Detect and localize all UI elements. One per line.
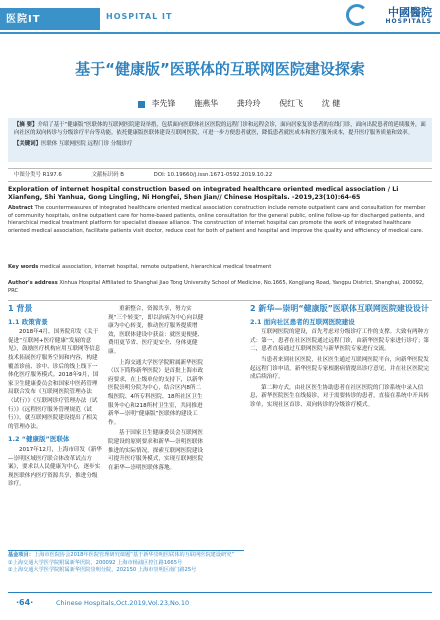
article-title: 基于“健康版”医联体的互联网医院建设探索 <box>75 60 365 78</box>
body-column-middle <box>108 305 204 474</box>
author: 施燕华 <box>194 99 219 108</box>
page-footer <box>0 590 440 620</box>
author: 沈 健 <box>321 99 341 108</box>
keywords-text: 医联体 互联网医院 远程门诊 分级诊疗 <box>40 141 133 147</box>
doc-code: 文献标识码 B <box>91 172 124 178</box>
paragraph: 2018年4月，国务院印发《关于促进“互联网+医疗健康”发展的意见》，鼓励医疗机构应用互联网等信息技术拓展医疗服务空间和内容，构建覆盖诊前、诊中、诊后的线上线下一体化医疗服务模式。2018年9月，国家卫生健康委员会和国家中医药管理局联合发布《互联网医院管理办法（试行）》《互联网诊疗管理办法（试行）》《远程医疗服务管理规范（试行）》，就互联网医院建设提出了相关的管理办法。 <box>8 329 101 430</box>
subsection-heading: 2.1 面向社区患者的互联网医院建设 <box>250 317 355 326</box>
section-label: 医院IT <box>6 14 41 25</box>
logo-text-cn: 中國醫院 <box>388 6 432 19</box>
keywords-label: 【关键词】 <box>14 141 41 147</box>
english-keywords <box>8 264 432 272</box>
english-keywords-text: medical association, internet hospital, remote outpatient, hierarchical medical treatment <box>40 264 272 270</box>
subsection-heading: 1.2 “健康版”医联体 <box>8 435 70 444</box>
author-address-label: Author's address <box>8 280 58 286</box>
paragraph: 当患者来到社区医院，社区医生通过互联网医院平台，向新华医院发起远程门诊申请，新华医院专家根据病情提出诊疗意见，并在社区医院完成后续治疗。 <box>250 356 430 381</box>
clc-number: 中图分类号 R197.6 <box>14 172 62 178</box>
article-meta <box>8 168 432 182</box>
paragraph: 第二种方式，由社区医生协助患者在社区医院的门诊系统中录入信息，新华医院医生在线接诊，对于需要转诊的患者，直接在系统中开具转诊单，实现社区首诊、双向转诊的分级诊疗模式。 <box>250 384 430 408</box>
journal-info: Chinese Hospitals,Oct.2019,Vol.23,No.10 <box>56 599 190 607</box>
author: 李先锋 <box>151 99 176 108</box>
doi: DOI: 10.19660/j.issn.1671-0592.2019.10.22 <box>153 172 273 178</box>
author-address <box>8 280 432 295</box>
abstract-box <box>8 118 432 162</box>
section-divider <box>8 300 432 301</box>
paragraph: 重新整合，资源共享，努力实现“三个转变”，即以治病为中心向以健康为中心转变，推动医疗服务提质增效，医联体建设中获益：就医更便捷、费用更节省、医疗更安全、身体更健康。 <box>108 306 204 355</box>
english-abstract <box>8 205 432 235</box>
subsection-heading: 1.1 政策背景 <box>8 317 48 326</box>
section-heading: 1 背景 <box>8 304 33 313</box>
header-rule <box>0 32 440 34</box>
funding-text: 上海市医院协会2018年医院管理研究课题“基于新华崇明医联体的互联网医院建设研究” <box>33 552 235 558</box>
funding-line <box>8 552 244 560</box>
english-abstract-text: The countermeasures of integrated healthcare oriented medical association construction include remote outpatient care and consultation for member of community hospitals, online outpatient care for home-based patients, online consultation for the general public, online follow-up for discharged patients, and hierarchical medical treatment platform for specialist disease alliance. The construction of internet hospital can promote the work of integrated healthcare oriented medical association, facilitate patients visit doctor, reduce cost for both of patient and hospital and improve the quality and efficiency of medical care. <box>8 205 426 234</box>
author-list <box>138 98 434 109</box>
page-number: ·64· <box>16 598 34 607</box>
english-keywords-label: Key words <box>8 264 39 270</box>
affiliation-1: ①上海交通大学医学院附属新华医院，200092 上海市杨浦区控江路1665号 <box>8 559 183 566</box>
section-heading: 2 新华—崇明“健康版”医联体互联网医院建设设计 <box>250 304 429 313</box>
section-label-en: HOSPITAL IT <box>106 12 173 21</box>
paragraph: 上海交通大学医学院附属新华医院（以下简称新华医院）是首批上海市政府要求，在上级单位的支持下，以新华医院崇明分院为中心，结合区内8所二级医院、4所专科医院、18所社区卫生服务中心和218所村卫生室，共同推进新华—崇明“健康版”医联体的建设工作。 <box>108 359 204 426</box>
journal-logo <box>346 4 432 30</box>
abstract-label: 【摘 要】 <box>14 122 38 128</box>
paragraph: 基于国家卫生健康委员会互联网医院建设的原则要求和新华—崇明医联体推进的实际情况，探索互联网医院建设可提升医疗服务模式，实现互联网医院在新华—崇明医联体落地。 <box>108 430 204 471</box>
body-column-right <box>250 305 432 412</box>
author-address-text: Xinhua Hospital Affiliated to Shanghai Jiao Tong University School of Medicine, No.1665, Kongjiang Road, Yangpu District, Shanghai, 200092, PRC <box>8 280 424 294</box>
page-header <box>0 0 440 40</box>
author-marker-icon <box>138 101 145 108</box>
fund-rule <box>8 550 244 551</box>
footer-rule <box>8 592 432 593</box>
logo-c-mark <box>346 4 368 26</box>
paragraph: 互联网医院的建设，首先考虑对分级诊疗工作的支撑。大致有两种方式：第一，患者在社区医院通过远程门诊，由新华医院专家进行诊疗；第二，患者直接通过互联网医院与新华医院专家进行交流。 <box>250 329 430 353</box>
author: 龚玲玲 <box>236 99 261 108</box>
funding-label: 基金项目： <box>8 552 34 558</box>
author: 倪红飞 <box>279 99 304 108</box>
funding-note <box>8 552 244 575</box>
abstract <box>14 121 426 137</box>
abstract-text: 介绍了基于“健康版”医联体的互联网医院建设举措，包括面向医联体社区医院的远程门诊和远程会诊，面向居家复诊患者的在线门诊，面向出院患者的延续服务，面向社区的双向转诊与分级诊疗平台等功能。依托健康版医联体建设互联网医院，可进一步方便患者就医，降低患者就医成本和医疗服务成本，提升医疗服务质量和效率。 <box>14 122 426 136</box>
english-abstract-label: Abstract <box>8 205 33 211</box>
english-citation: Exploration of internet hospital construction based on integrated healthcare oriented medical association / Li Xianfeng, Shi Yanhua, Gong Lingling, Ni Hongfei, Shen Jian// Chinese Hospitals. -2019,23(10):64-65 <box>8 186 399 201</box>
affiliation-2: ②上海交通大学医学院附属新华医院崇明分院，202150 上海市崇明区南门路25号 <box>8 567 197 574</box>
paragraph: 2017年12月，上海市印发《新华—崇明区域医疗联合体改革试点方案》，要求以人民健康为中心，逐步实现医联体内医疗资源共享，推进分级诊疗。 <box>8 446 102 488</box>
logo-text-en: HOSPITALS <box>385 18 432 25</box>
body-column-left <box>8 305 103 491</box>
keywords <box>14 139 426 147</box>
